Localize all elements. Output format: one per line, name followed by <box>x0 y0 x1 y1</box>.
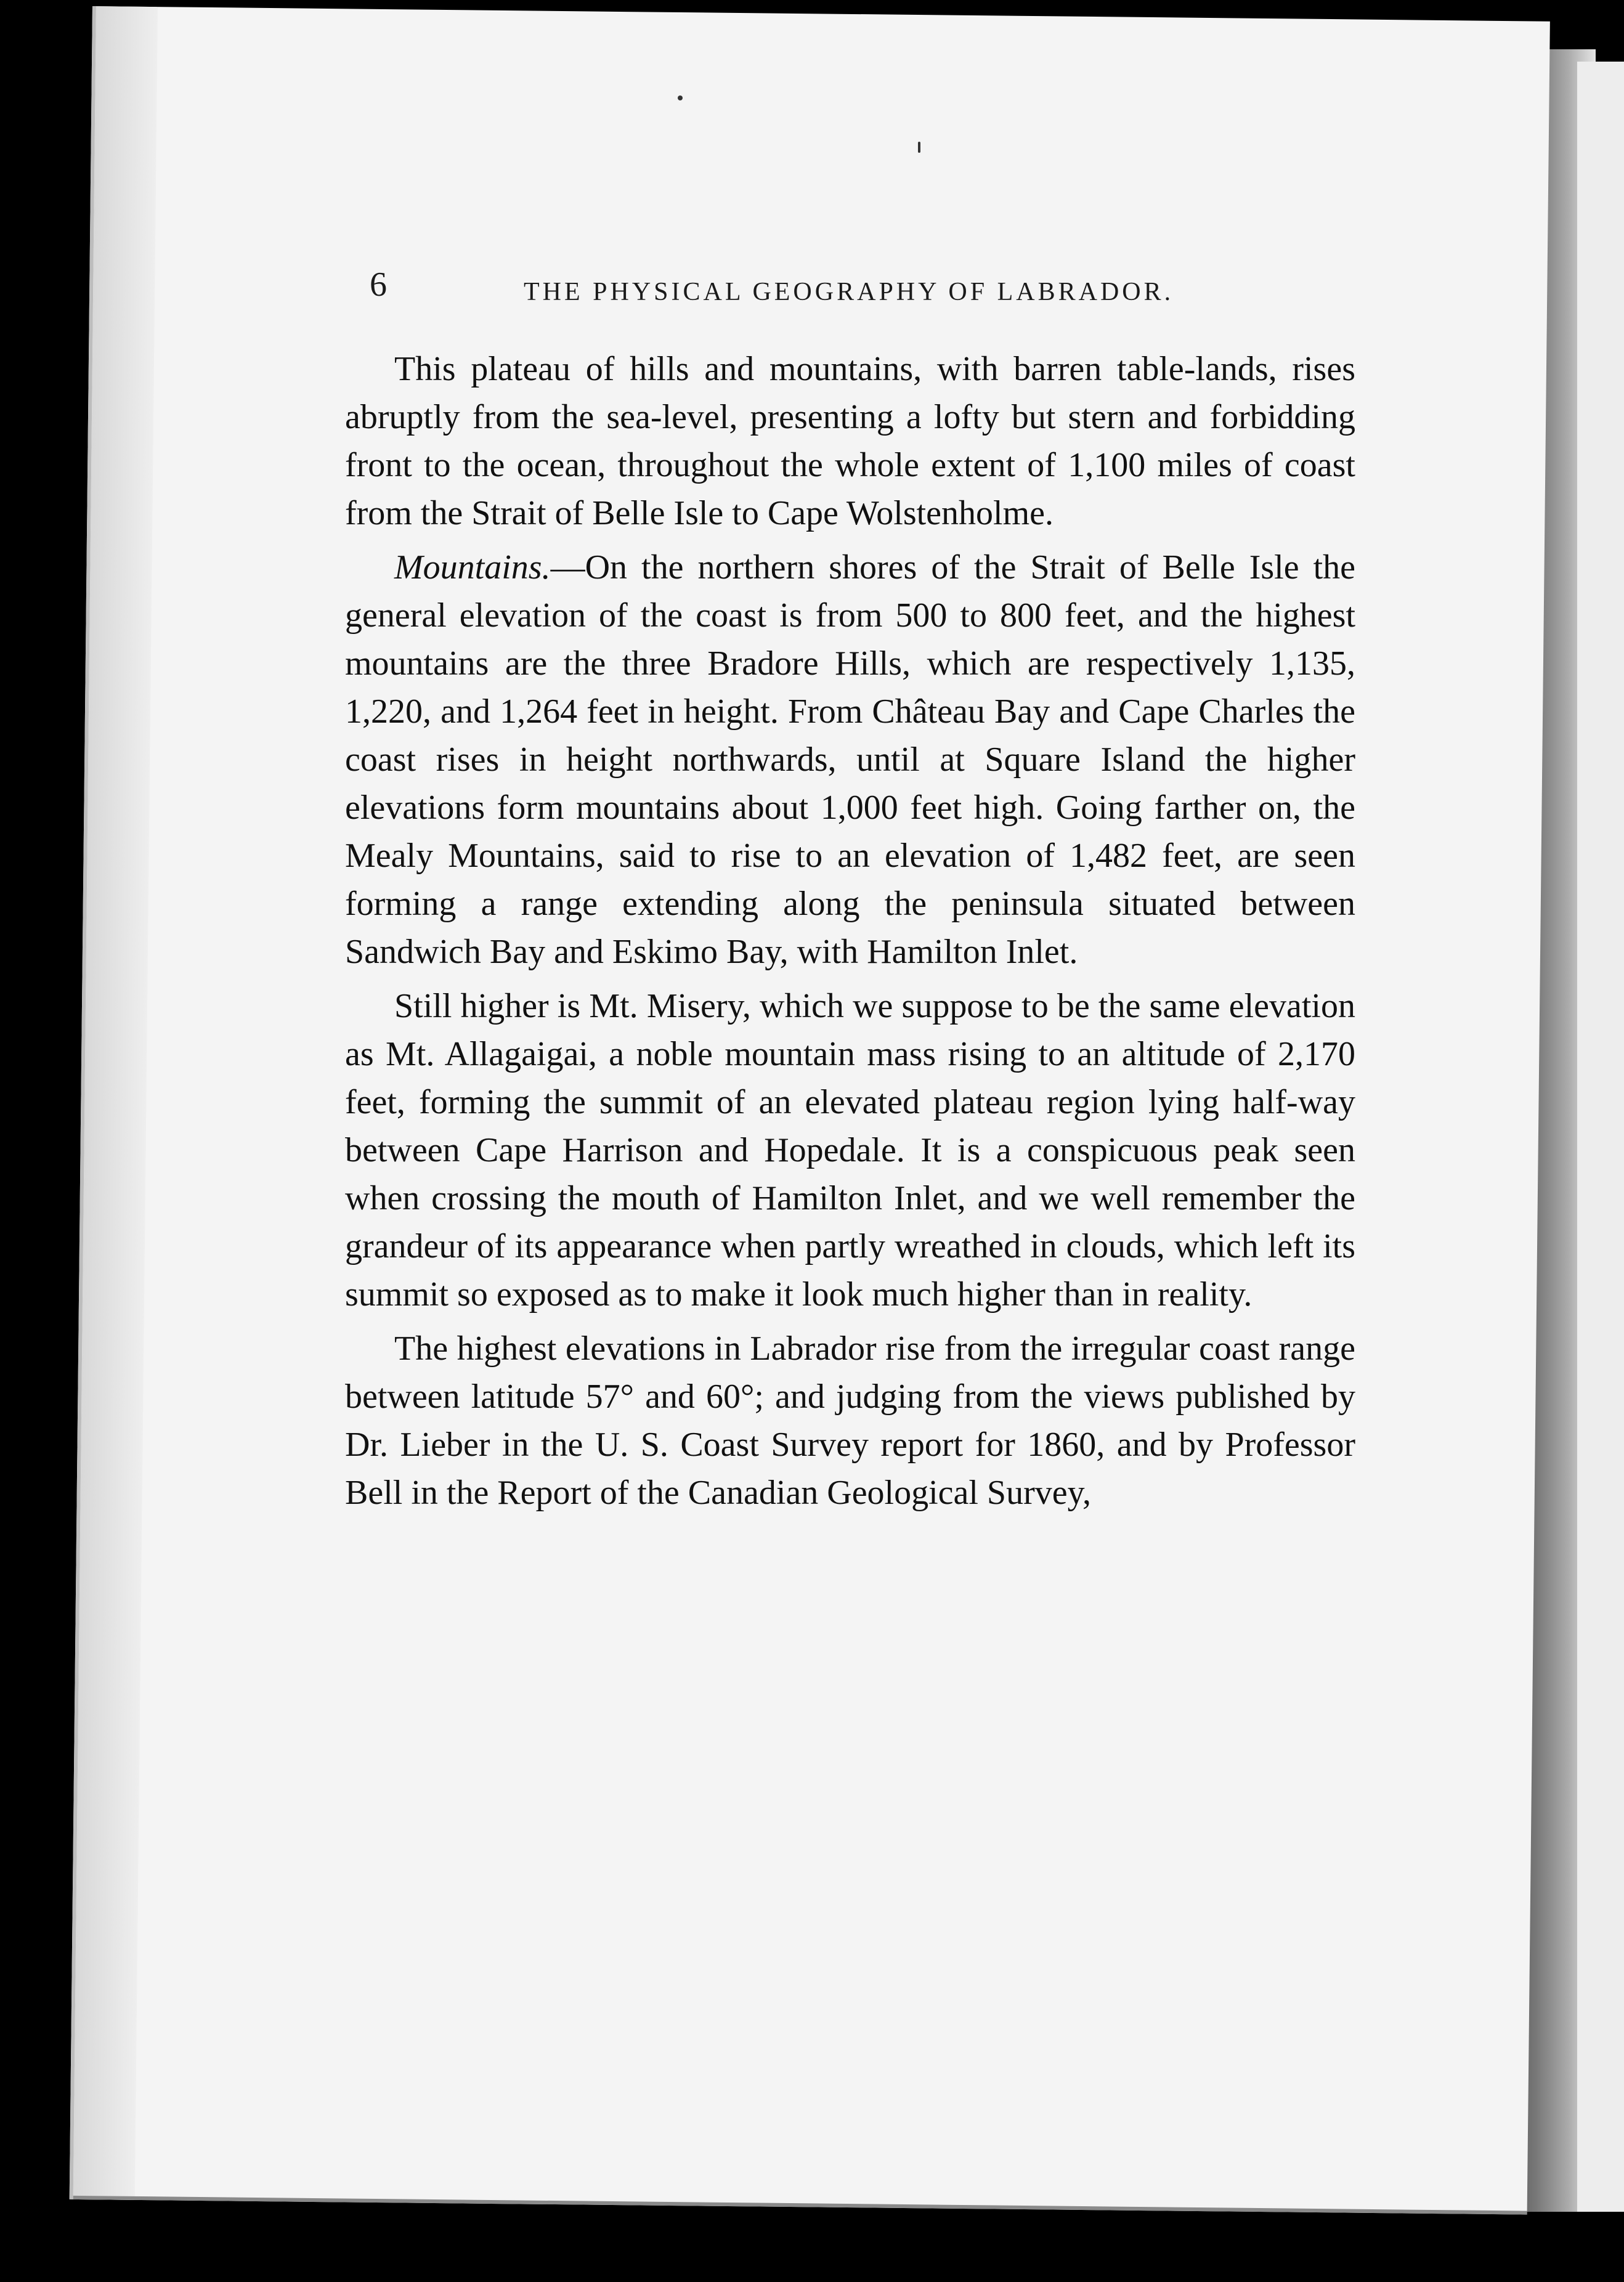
paragraph-2-text: —On the northern shores of the Strait of Belle Isle the general elevation of the coast is from 500 to 800 feet, and the highest mountains are the three Bradore Hills, which are respectively 1,135, 1,220, and 1,264 feet in height. From Château Bay and Cape Charles the coast rises in height northwards, until at Square Island the higher elevations form mountains about 1,000 feet high. Going farther on, the Mealy Mountains, said to rise to an elevation of 1,482 feet, are seen forming a range extending along the peninsula situated between Sandwich Bay and Eskimo Bay, with Hamilton Inlet. <box>345 548 1355 971</box>
page-header <box>370 265 1232 314</box>
paragraph-1-text: This plateau of hills and mountains, with barren table-lands, rises abruptly from the sea-level, presenting a lofty but stern and forbidding front to the ocean, throughout the whole extent of 1,100 miles of coast from the Strait of Belle Isle to Cape Wolstenholme. <box>345 350 1355 532</box>
body-text <box>345 345 1355 1523</box>
page-bottom-edge <box>73 2196 1527 2215</box>
section-heading-mountains: Mountains. <box>394 548 551 587</box>
speck-mark <box>678 95 683 100</box>
paragraph-3 <box>345 982 1355 1318</box>
page-gutter-edge <box>73 6 158 2200</box>
page-number: 6 <box>370 266 387 304</box>
paragraph-4 <box>345 1325 1355 1517</box>
paragraph-4-text: The highest elevations in Labrador rise from the irregular coast range between latitude 57° and 60°; and judging from the views published by Dr. Lieber in the U. S. Coast Survey report for 1860, and by Professor Bell in the Report of the Canadian Geological Survey, <box>345 1330 1355 1512</box>
paragraph-2 <box>345 543 1355 976</box>
running-head: THE PHYSICAL GEOGRAPHY OF LABRADOR. <box>524 278 1174 306</box>
speck-mark <box>918 142 920 153</box>
paragraph-3-text: Still higher is Mt. Misery, which we suppose to be the same elevation as Mt. Allagaigai, a noble mountain mass rising to an altitude of 2,170 feet, forming the summit of an elevated plateau region lying half-way between Cape Harrison and Hopedale. It is a conspicuous peak seen when crossing the mouth of Hamilton Inlet, and we well remember the grandeur of its appearance when partly wreathed in clouds, which left its summit so exposed as to make it look much higher than in reality. <box>345 987 1355 1314</box>
facing-page-edge <box>1577 62 1624 2212</box>
paragraph-1 <box>345 345 1355 537</box>
